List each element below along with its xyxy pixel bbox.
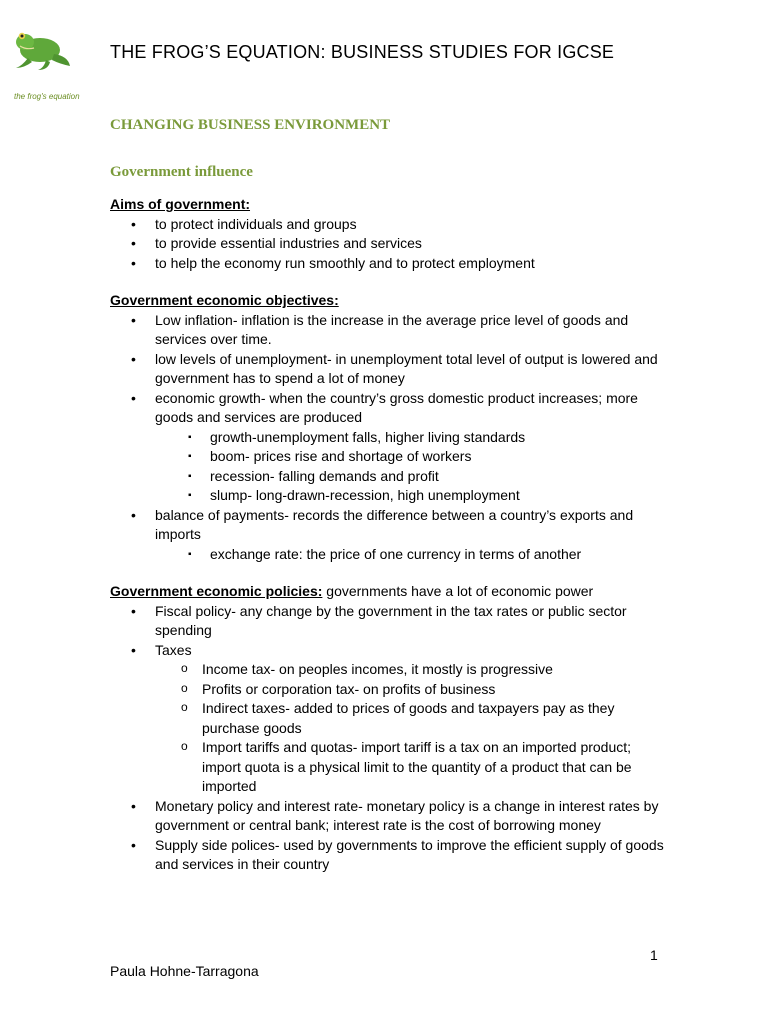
page-number: 1 [650, 947, 658, 963]
sub-list-item: ▪ boom- prices rise and shortage of workers [155, 447, 670, 467]
taxes-sublist [155, 660, 670, 797]
sub-list-item: ▪ growth-unemployment falls, higher living standards [155, 428, 670, 448]
frog-icon [10, 20, 74, 72]
payments-sublist [155, 545, 670, 565]
list-item-text: economic growth- when the country’s gross domestic product increases; more goods and services are produced [155, 389, 638, 425]
frog-logo [6, 20, 80, 101]
policies-heading-tail: governments have a lot of economic power [322, 583, 594, 599]
footer-author: Paula Hohne-Tarragona [110, 963, 259, 979]
aims-list [110, 215, 670, 274]
page-header-title: THE FROG’S EQUATION: BUSINESS STUDIES FOR IGCSE [110, 42, 615, 62]
list-item: • to protect individuals and groups [110, 215, 670, 235]
policies-list [110, 602, 670, 875]
list-item-taxes [110, 641, 670, 797]
sub-list-item: o Income tax- on peoples incomes, it mostly is progressive [155, 660, 670, 680]
objectives-heading [110, 291, 670, 311]
list-item-text: Taxes [155, 641, 192, 658]
document-body [110, 116, 670, 875]
list-item-supply-side: • Supply side polices- used by governments to improve the efficient supply of goods and services in their country [110, 836, 670, 875]
aims-heading [110, 195, 670, 215]
list-item: • to provide essential industries and services [110, 234, 670, 254]
sub-list-item: ▪ slump- long-drawn-recession, high unemployment [155, 486, 670, 506]
section-title: CHANGING BUSINESS ENVIRONMENT [110, 117, 391, 133]
sub-list-item: o Profits or corporation tax- on profits of business [155, 680, 670, 700]
policies-heading [110, 582, 670, 602]
list-item: • to help the economy run smoothly and to protect employment [110, 254, 670, 274]
list-item-economic-growth [110, 389, 670, 506]
list-item-text: balance of payments- records the difference between a country’s exports and imports [155, 506, 634, 542]
objectives-heading-text: Government economic objectives: [110, 292, 339, 308]
logo-caption: the frog's equation [14, 92, 80, 101]
subsection-title: Government influence [110, 163, 253, 180]
sub-list-item: ▪ recession- falling demands and profit [155, 467, 670, 487]
list-item-fiscal: • Fiscal policy- any change by the government in the tax rates or public sector spending [110, 602, 670, 641]
aims-heading-text: Aims of government: [110, 196, 251, 212]
list-item: • Low inflation- inflation is the increase in the average price level of goods and services over time. [110, 311, 670, 350]
list-item: • low levels of unemployment- in unemployment total level of output is lowered and government has to spend a lot of money [110, 350, 670, 389]
list-item-monetary: • Monetary policy and interest rate- monetary policy is a change in interest rates by government or central bank; interest rate is the cost of borrowing money [110, 797, 670, 836]
sub-list-item: ▪ exchange rate: the price of one currency in terms of another [155, 545, 670, 565]
sub-list-item: o Indirect taxes- added to prices of goods and taxpayers pay as they purchase goods [155, 699, 670, 738]
policies-heading-text: Government economic policies: [110, 583, 323, 599]
objectives-list [110, 311, 670, 565]
list-item-balance-of-payments [110, 506, 670, 565]
sub-list-item: o Import tariffs and quotas- import tariff is a tax on an imported product; import quota is a physical limit to the quantity of a product that can be imported [155, 738, 670, 797]
growth-sublist [155, 428, 670, 506]
